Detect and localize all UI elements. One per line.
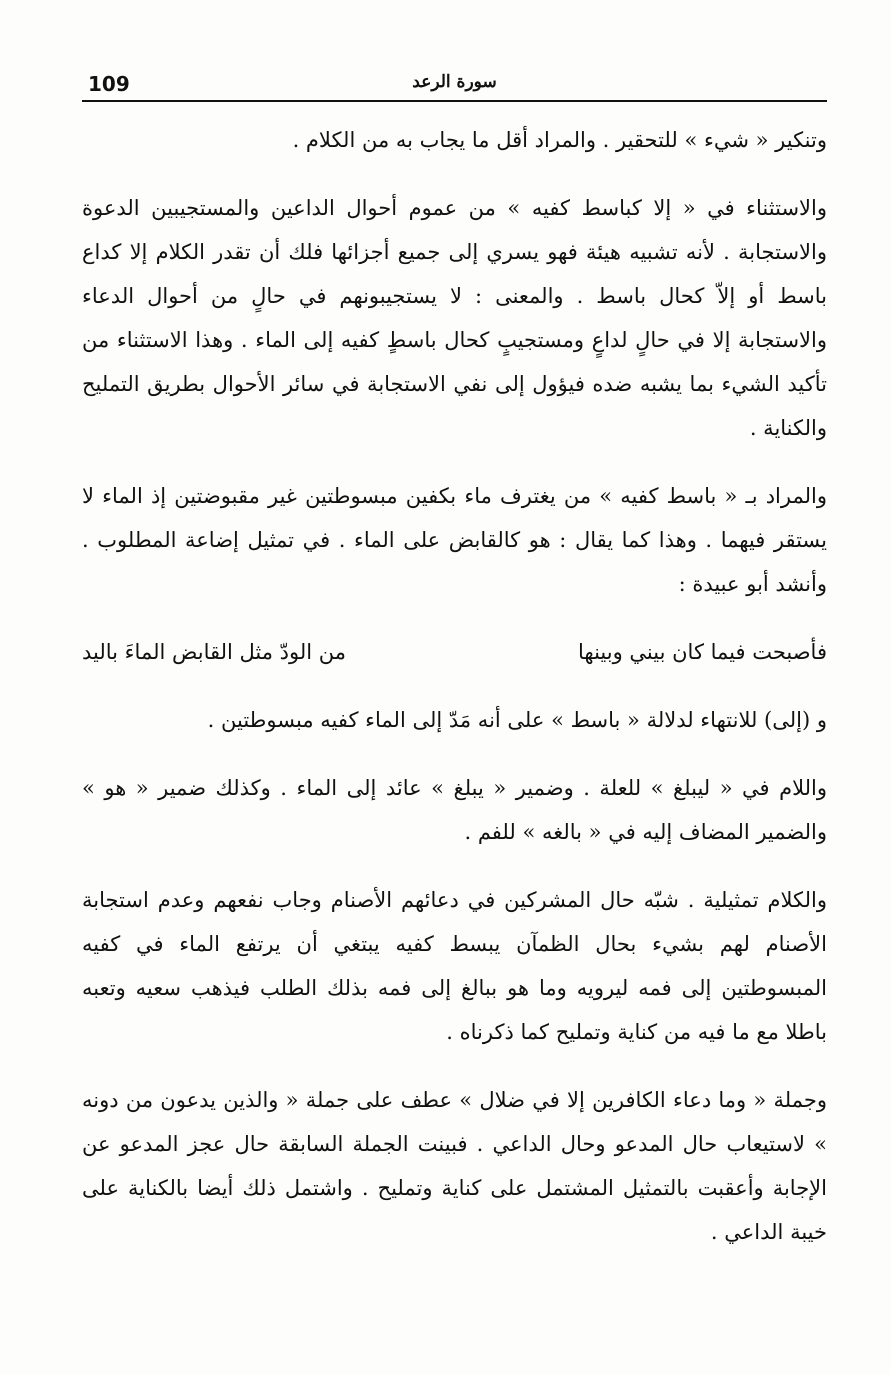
paragraph-istithna: والاستثناء في « إلا كباسط كفيه » من عموم أحوال الداعين والمستجيبين الدعوة والاستجابة . لأنه تشبيه هيئة فهو يسري إلى جميع أجزائها فلك أن تقدر الكلام إلا كداع باسط أو إلاّ كحال باسط . والمعنى : لا يستجيبونهم في حالٍ من أحوال الدعاء والاستجابة إلا في حالٍ لداعٍ ومستجيبٍ كحال باسطٍ كفيه إلى الماء . وهذا الاستثناء من تأكيد الشيء بما يشبه ضده فيؤول إلى نفي الاستجابة في سائر الأحوال بطريق التمليح والكناية .: [82, 196, 827, 440]
paragraph-lam: واللام في « ليبلغ » للعلة . وضمير « يبلغ » عائد إلى الماء . وكذلك ضمير « هو » والضمير المضاف إليه في « بالغه » للفم .: [82, 776, 827, 844]
page-header: [82, 68, 827, 102]
paragraph-ila: و (إلى) للانتهاء لدلالة « باسط » على أنه مَدّ إلى الماء كفيه مبسوطتين .: [207, 708, 827, 732]
poetry-verse: [82, 630, 827, 674]
header-rule: [82, 100, 827, 102]
verse-second-hemistich: من الودّ مثل القابض الماءَ باليد: [82, 640, 347, 664]
page-number: 109: [88, 72, 130, 96]
paragraph-jumla: وجملة « وما دعاء الكافرين إلا في ضلال » عطف على جملة « والذين يدعون من دونه » لاستيعاب حال المدعو وحال الداعي . فبينت الجملة السابقة حال عجز المدعو عن الإجابة وأعقبت بالتمثيل المشتمل على كناية وتمليح . واشتمل ذلك أيضا بالكناية على خيبة الداعي .: [82, 1088, 827, 1244]
verse-first-hemistich: فأصبحت فيما كان بيني وبينها: [578, 640, 827, 664]
paragraph-tamthiliya: والكلام تمثيلية . شبّه حال المشركين في دعائهم الأصنام وجاب نفعهم وعدم استجابة الأصنام لهم بشيء بحال الظمآن يبسط كفيه يبتغي أن يرتفع الماء في كفيه المبسوطتين إلى فمه ليرويه وما هو ببالغ إلى فمه بذلك الطلب فيذهب سعيه وتعبه باطلا مع ما فيه من كناية وتمليح كما ذكرناه .: [82, 888, 827, 1044]
surah-title: سورة الرعد: [412, 72, 497, 92]
paragraph-tankir: وتنكير « شيء » للتحقير . والمراد أقل ما يجاب به من الكلام .: [292, 128, 827, 152]
paragraph-basit: والمراد بـ « باسط كفيه » من يغترف ماء بكفين مبسوطتين غير مقبوضتين إذ الماء لا يستقر فيهما . وهذا كما يقال : هو كالقابض على الماء . في تمثيل إضاعة المطلوب . وأنشد أبو عبيدة :: [82, 484, 827, 596]
page-body: [82, 118, 827, 1278]
